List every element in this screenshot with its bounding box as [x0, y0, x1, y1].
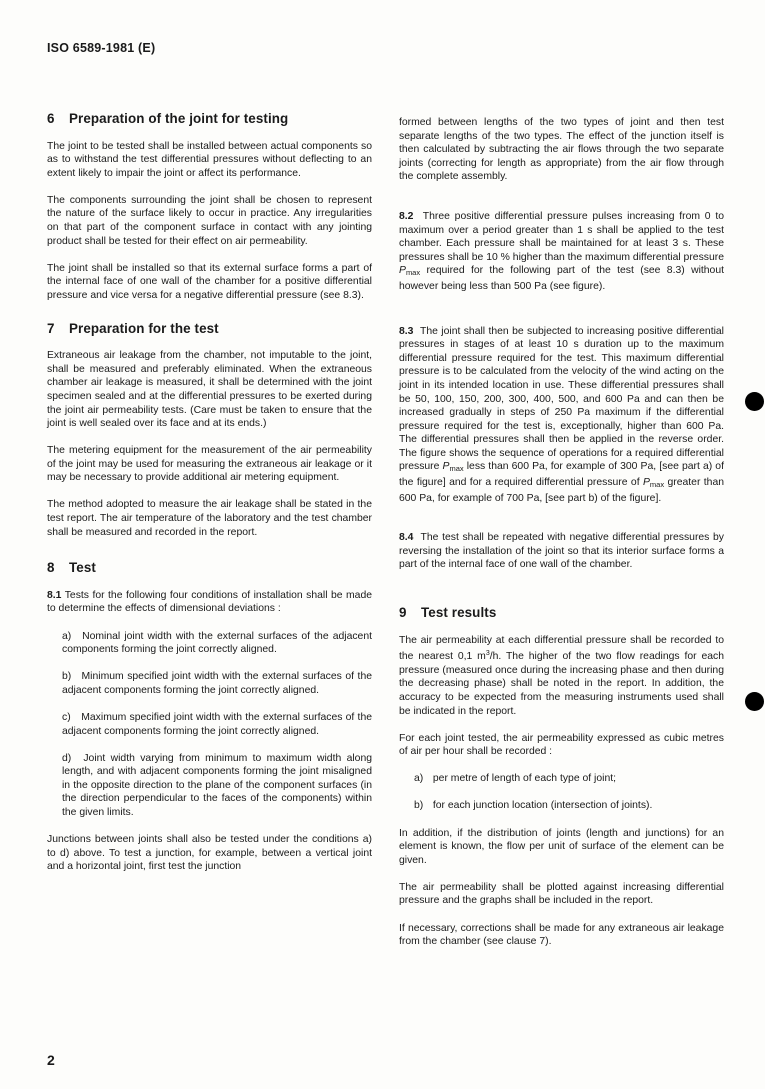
left-column	[47, 112, 372, 887]
binder-hole-icon	[745, 692, 764, 711]
subsection-text: The joint shall then be subjected to increasing positive differential pressures in stages of at least 10 s duration up to the maximum differential pressure required for the test. This maximum differential pressure is to be calculated from the velocity of the wind acting on the joint in its intended location in use. These differential pressures shall be 50, 100, 150, 200, 300, 400, 500, and 600 Pa and can then be increased gradually in steps of 250 Pa maximum if the differential pressure required for the test is, exceptionally, higher than 600 Pa. The differential pressures shall then be applied in the reverse order. The figure shows the sequence of operations for a required differential pressure	[399, 325, 724, 473]
list-label: a)	[62, 630, 72, 642]
list-text: per metre of length of each type of joint;	[432, 773, 616, 785]
paragraph: If necessary, corrections shall be made for any extraneous air leakage from the chamber (see clause 7).	[399, 922, 724, 948]
paragraph-text: The air permeability at each differential pressure shall be recorded to the nearest 0,1 m	[399, 634, 724, 663]
symbol-p: P	[399, 265, 406, 277]
section-title: Preparation for the test	[69, 320, 219, 336]
paragraph: Junctions between joints shall also be tested under the conditions a) to d) above. To test a junction, for example, between a vertical joint and a horizontal joint, first test the junction	[47, 834, 372, 873]
section-7-heading	[47, 322, 372, 336]
list-item	[47, 752, 372, 820]
subsection-text: The test shall be repeated with negative differential pressures by reversing the installation of the joint so that its interior surface forms a part of the internal face of one wall of the chamber.	[399, 532, 724, 571]
list-label: a)	[414, 773, 424, 785]
subsection-8-3	[399, 325, 724, 506]
subsection-8-4	[399, 531, 724, 572]
list-item	[47, 670, 372, 697]
paragraph: In addition, if the distribution of joints (length and junctions) for an element is known, the flow per unit of surface of the element can be given.	[399, 827, 724, 866]
subsection-text: Tests for the following four conditions of installation shall be made to determine the effects of dimensional deviations :	[47, 589, 372, 615]
list-text: Maximum specified joint width with the external surfaces of the adjacent components forming the joint correctly aligned.	[62, 711, 373, 737]
list-label: b)	[414, 800, 424, 812]
list-text: Nominal joint width with the external surfaces of the adjacent components forming the joint correctly aligned.	[62, 630, 373, 656]
paragraph: The air permeability shall be plotted against increasing differential pressure and the graphs shall be included in the report.	[399, 881, 724, 907]
subsection-number: 8.2	[399, 210, 414, 222]
subsection-number: 8.1	[47, 589, 62, 601]
paragraph: For each joint tested, the air permeability expressed as cubic metres of air per hour shall be recorded :	[399, 732, 724, 758]
list-item	[399, 772, 724, 786]
symbol-p: P	[642, 477, 650, 489]
page-number: 2	[47, 1052, 55, 1068]
list-text: Minimum specified joint width with the external surfaces of the adjacent components forming the joint correctly aligned.	[62, 671, 373, 696]
list-item	[47, 711, 372, 738]
list-label: b)	[62, 671, 72, 683]
subsection-text: Three positive differential pressure pulses increasing from 0 to maximum over a period greater than 1 s shall be applied to the test chamber. Each pressure shall be maintained for at least 3 s. These pressures shall be 10 % higher than the maximum differential pressure	[399, 210, 724, 263]
list-text: Joint width varying from minimum to maximum width along length, and with adjacent components forming the joint misaligned in the opposite direction to the plane of the component surfaces (in the direction perpendicular to the faces of the components) within the given limits.	[62, 752, 373, 818]
symbol-p: P	[442, 461, 450, 473]
document-code: ISO 6589-1981 (E)	[47, 41, 156, 55]
paragraph: The method adopted to measure the air leakage shall be stated in the test report. The air temperature of the laboratory and the test chamber shall be measured and recorded in the report.	[47, 499, 372, 538]
subscript-max: max	[405, 268, 421, 278]
subsection-text: less than 600 Pa, for example of 300 Pa, [see part a) of the figure] and for a required differential pressure of	[399, 461, 724, 489]
paragraph: The metering equipment for the measurement of the air permeability of the joint may be used for measuring the extraneous air leakage or it may be necessary to provide additional air metering equipment.	[47, 445, 372, 484]
subsection-text: greater than 600 Pa, for example of 700 Pa, [see part b) of the figure].	[399, 477, 725, 504]
paragraph: The components surrounding the joint shall be chosen to represent the nature of the surface likely to occur in practice. Any irregularities on that part of the component surface in contact with any jointing product shall be tested for their effect on air permeability.	[47, 194, 372, 247]
paragraph: formed between lengths of the two types of joint and then test separate lengths of the two types. The effect of the junction itself is then calculated by subtracting the air flows through the two separate joints (correcting for length as appropriate) from the air flow through the complete assembly.	[399, 117, 724, 183]
list-label: c)	[62, 711, 71, 723]
paragraph: Extraneous air leakage from the chamber, not imputable to the joint, shall be measured and preferably eliminated. When the extraneous chamber air leakage is measured, it shall be determined with the joint specimen sealed and at the differential pressures to be exerted during the joint air permeability tests. (Care must be taken to ensure that the joint is well sealed over its face and at its ends.)	[47, 350, 372, 430]
subscript-max: max	[649, 480, 665, 490]
section-title: Test results	[421, 605, 497, 621]
right-column	[399, 116, 724, 962]
binder-hole-icon	[745, 392, 764, 411]
subsection-text: required for the following part of the test (see 8.3) without however being less than 500 Pa (see figure).	[399, 265, 724, 292]
list-item	[47, 630, 372, 657]
list-label: d)	[62, 752, 72, 764]
section-number: 7	[47, 320, 55, 336]
paragraph: The joint shall be installed so that its external surface forms a part of the internal face of one wall of the chamber for a positive differential pressure and vice versa for a negative differential pressure (see 8.3).	[47, 262, 372, 301]
section-number: 9	[399, 605, 407, 621]
section-title: Preparation of the joint for testing	[69, 111, 289, 126]
subscript-max: max	[449, 464, 464, 474]
paragraph: The joint to be tested shall be installed between actual components so as to withstand the test differential pressures without deflecting to an extent likely to impair the joint or affect its performance.	[47, 140, 372, 179]
paragraph	[399, 634, 724, 719]
list-text: for each junction location (intersection of joints).	[432, 800, 653, 812]
section-8-heading	[47, 561, 372, 575]
subsection-8-1	[47, 589, 372, 616]
section-6-heading	[47, 112, 372, 126]
list-item	[399, 799, 724, 813]
section-number: 6	[47, 111, 55, 126]
section-9-heading	[399, 606, 724, 620]
subsection-number: 8.4	[399, 532, 414, 544]
subsection-number: 8.3	[399, 325, 414, 337]
section-number: 8	[47, 560, 55, 576]
superscript: 3	[485, 650, 490, 658]
subsection-8-2	[399, 210, 724, 294]
paragraph-text: /h. The higher of the two flow readings for each pressure (measured once during the increasing phase and then during the decreasing phase) shall be noted in the report. In addition, the accuracy to be expected from the measuring instruments used shall be indicated in the report.	[399, 651, 724, 717]
section-title: Test	[69, 560, 96, 576]
